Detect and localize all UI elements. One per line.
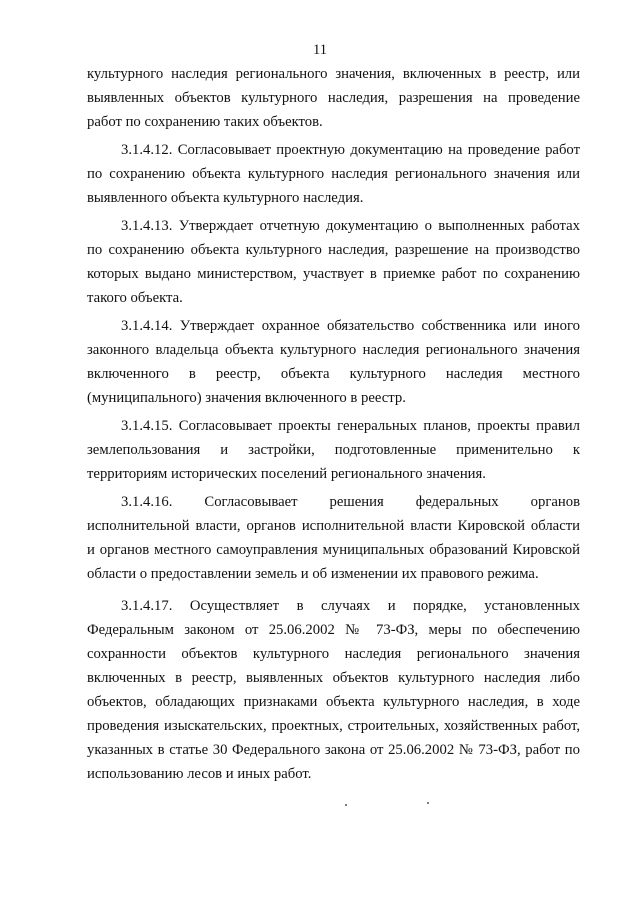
clause-3-1-4-12-first-line: 3.1.4.12. Согласовывает проектную документацию на проведение работ — [121, 142, 580, 158]
body-text-line: сохранности объектов культурного наследия регионального значения — [87, 646, 580, 662]
body-text-line: исполнительной власти, органов исполнительной власти Кировской области — [87, 518, 580, 534]
page-number: 11 — [313, 42, 327, 58]
clause-3-1-4-17-first-line: 3.1.4.17. Осуществляет в случаях и порядке, установленных — [121, 598, 580, 614]
body-text-line: использованию лесов и иных работ. — [87, 766, 312, 782]
body-text-line: и органов местного самоуправления муниципальных образований Кировской — [87, 542, 580, 558]
body-text-line: включенных в реестр, выявленных объектов культурного наследия либо — [87, 670, 580, 686]
body-text-line: которых выдано министерством, участвует в приемке работ по сохранению — [87, 266, 580, 282]
clause-3-1-4-14-first-line: 3.1.4.14. Утверждает охранное обязательство собственника или иного — [121, 318, 580, 334]
body-text-line: проведения изыскательских, проектных, строительных, хозяйственных работ, — [87, 718, 580, 734]
body-text-line: области о предоставлении земель и об изменении их правового режима. — [87, 566, 539, 582]
body-text-line: по сохранению объекта культурного наследия, разрешение на производство — [87, 242, 580, 258]
body-text-line: территориям исторических поселений регионального значения. — [87, 466, 486, 482]
clause-3-1-4-13-first-line: 3.1.4.13. Утверждает отчетную документацию о выполненных работах — [121, 218, 580, 234]
body-text-line: включенного в реестр, объекта культурного наследия местного — [87, 366, 580, 382]
body-text-line: по сохранению объекта культурного наследия регионального значения или — [87, 166, 580, 182]
body-text-line: такого объекта. — [87, 290, 183, 306]
body-text-line: объектов, обладающих признаками объекта культурного наследия, в ходе — [87, 694, 580, 710]
body-text-line: выявленного объекта культурного наследия. — [87, 190, 364, 206]
body-text-line: (муниципального) значения включенного в реестр. — [87, 390, 406, 406]
body-text-line: работ по сохранению таких объектов. — [87, 114, 323, 130]
body-text-line: землепользования и застройки, подготовленные применительно к — [87, 442, 580, 458]
body-text-line: выявленных объектов культурного наследия, разрешения на проведение — [87, 90, 580, 106]
clause-3-1-4-15-first-line: 3.1.4.15. Согласовывает проекты генеральных планов, проекты правил — [121, 418, 580, 434]
body-text-line: законного владельца объекта культурного наследия регионального значения — [87, 342, 580, 358]
scan-speck — [345, 804, 347, 806]
body-text-line: культурного наследия регионального значения, включенных в реестр, или — [87, 66, 580, 82]
body-text-line: Федеральным законом от 25.06.2002 № 73-ФЗ, меры по обеспечению — [87, 622, 580, 638]
clause-3-1-4-16-first-line: 3.1.4.16. Согласовывает решения федеральных органов — [121, 494, 580, 510]
body-text-line: указанных в статье 30 Федерального закона от 25.06.2002 № 73-ФЗ, работ по — [87, 742, 580, 758]
scan-speck — [427, 802, 429, 804]
